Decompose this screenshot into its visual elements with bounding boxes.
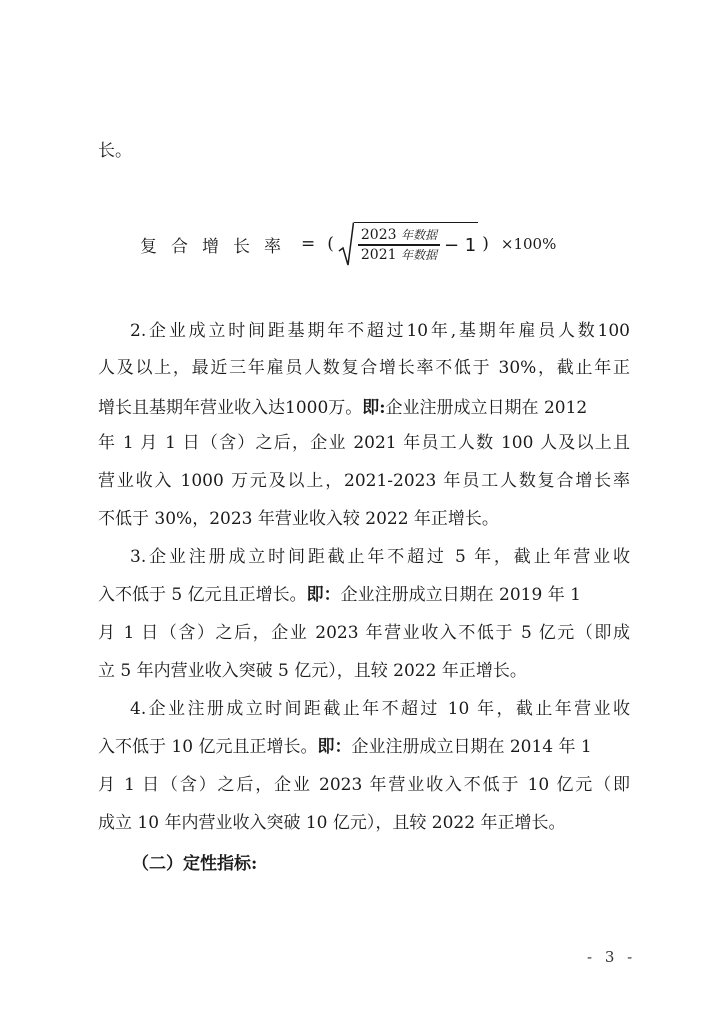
text-line: 立 5 年内营业收入突破 5 亿元），且较 2022 年正增长。 (98, 661, 527, 681)
section-heading: （二）定性指标: (132, 854, 258, 874)
square-root (338, 221, 478, 267)
text-line: 增长且基期年营业收入达1000万。即:企业注册成立日期在 2012 (98, 398, 588, 418)
growth-rate-formula (140, 218, 556, 270)
text-line: 人及以上，最近三年雇员人数复合增长率不低于 30%，截止年正 (98, 358, 630, 378)
emphasis-ji: 即： (306, 585, 341, 605)
formula-label: 复合增长率 (140, 236, 295, 257)
text-line: 4.企业注册成立时间距截止年不超过 10 年，截止年营业收 (130, 699, 630, 719)
text-line: 2.企业成立时间距基期年不超过10年,基期年雇员人数100 (130, 321, 630, 341)
text-line: 月 1 日（含）之后，企业 2023 年营业收入不低于 10 亿元（即 (98, 775, 630, 795)
emphasis-ji: 即: (362, 398, 386, 418)
formula-times-100: ×100% (500, 235, 557, 253)
radicand (354, 222, 478, 267)
text-line: 月 1 日（含）之后，企业 2023 年营业收入不低于 5 亿元（即成 (98, 623, 630, 643)
fraction (358, 226, 440, 263)
text-line: 入不低于 10 亿元且正增长。即：企业注册成立日期在 2014 年 1 (98, 737, 592, 757)
emphasis-ji: 即： (317, 737, 352, 757)
text-line: 营业收入 1000 万元及以上，2021-2023 年员工人数复合增长率 (98, 471, 630, 491)
formula-close-paren: ) (482, 234, 489, 254)
formula-equals: = (301, 234, 316, 254)
page-number: - 3 - (587, 948, 637, 966)
text-line: 年 1 月 1 日（含）之后，企业 2021 年员工人数 100 人及以上且 (98, 433, 630, 453)
fraction-denominator: 2021 年数据 (360, 246, 437, 263)
formula-minus-one: − 1 (444, 234, 477, 256)
text-line: 不低于 30%，2023 年营业收入较 2022 年正增长。 (98, 509, 499, 529)
text-line: 入不低于 5 亿元且正增长。即：企业注册成立日期在 2019 年 1 (98, 585, 581, 605)
text-line: 成立 10 年内营业收入突破 10 亿元），且较 2022 年正增长。 (98, 813, 566, 833)
text-line: 3.企业注册成立时间距截止年不超过 5 年，截止年营业收 (130, 547, 630, 567)
text-line: 长。 (98, 141, 132, 161)
radical-sign-icon (338, 221, 354, 267)
formula-open-paren: ( (327, 234, 334, 254)
fraction-numerator: 2023 年数据 (360, 227, 437, 244)
